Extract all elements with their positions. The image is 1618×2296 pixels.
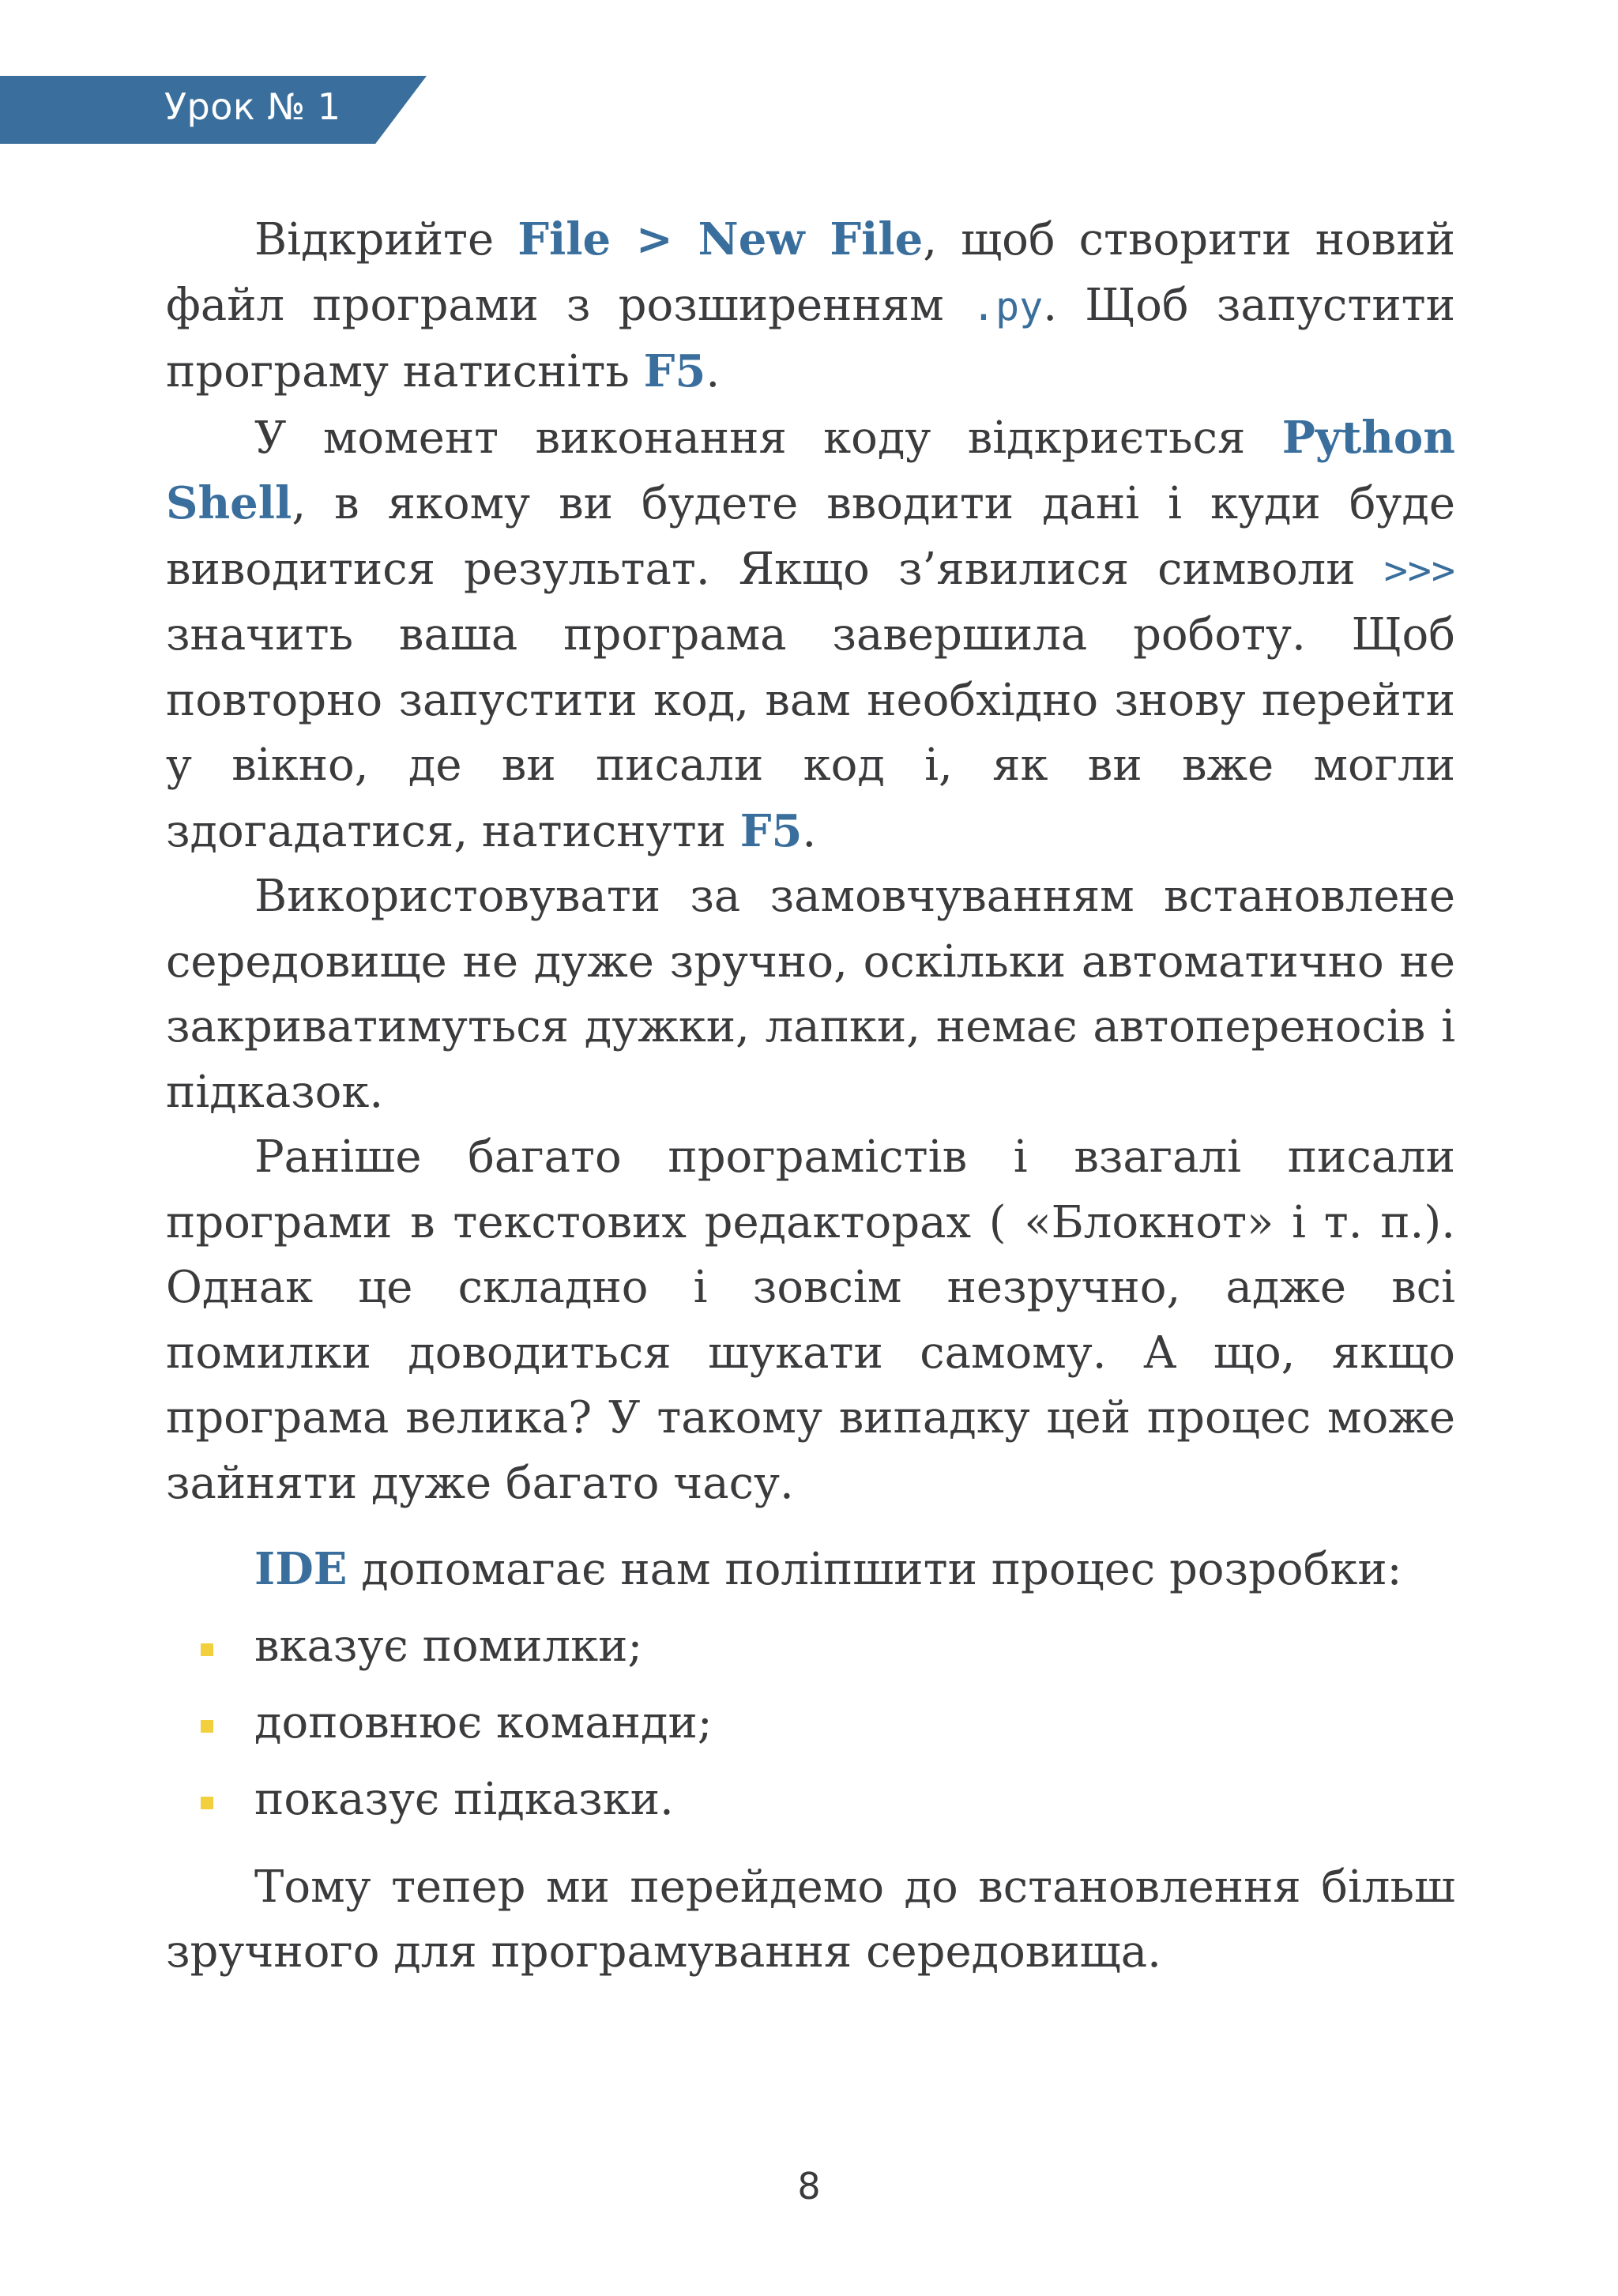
p1-text-2: , щоб створити новий файл програми з розширенням [166,214,1455,331]
p5-text-1: допомагає нам поліпшити процес розробки: [347,1544,1402,1595]
shell-prompt-symbol: >>> [1383,547,1455,593]
bullet-text: вказує помилки; [254,1620,643,1672]
python-shell-term: Python Shell [166,411,1455,529]
paragraph-default-environment: Використовувати за замовчуванням встановлене середовище не дуже зручно, оскільки автоматично не закриватимуться дужки, лапки, немає автопереносів і підказок. [166,871,1455,1118]
p2-text-3: значить ваша програма завершила роботу. Щоб повторно запустити код, вам необхідно знову перейти у вікно, де ви писали код і, як ви вже могли здогадатися, натиснути [166,609,1455,857]
ide-features-list [166,1614,1455,1844]
ide-term: IDE [254,1543,348,1595]
bullet-text: доповнює команди; [254,1696,713,1748]
paragraph-text-editors: Раніше багато програмістів і взагалі писали програми в текстових редакторах ( «Блокнот» і т. п.). Однак це складно і зовсім незручно, адже всі помилки доводиться шукати самому. А що, якщо програма велика? У такому випадку цей процес може зайняти дуже багато часу. [166,1131,1455,1509]
bullet-text: показує підказки. [254,1773,674,1825]
paragraph-ide-intro [166,1537,1455,1603]
bullet-square-icon [201,1720,213,1733]
list-item [166,1614,1455,1691]
page-number: 8 [797,2165,821,2208]
list-item [166,1691,1455,1767]
menu-path-file-new-file: File > New File [517,213,924,265]
hotkey-f5: F5 [643,345,706,397]
lesson-label: Урок № 1 [164,85,341,128]
p1-text-1: Відкрийте [254,214,518,265]
bullet-square-icon [201,1797,213,1809]
paragraph-python-shell [166,405,1455,865]
p1-text-3: . Щоб запустити програму натисніть [166,279,1455,397]
list-item [166,1767,1455,1844]
paragraph-new-file [166,207,1455,405]
p2-text-1: У момент виконання коду відкриється [254,412,1282,464]
p2-text-4: . [802,805,817,857]
hotkey-f5-second: F5 [739,804,803,857]
page-content [166,207,1455,1985]
p2-text-2: , в якому ви будете вводити дані і куди буде виводитися результат. Якщо з’явилися символи [166,478,1455,595]
p1-text-4: . [706,346,721,397]
bullet-square-icon [201,1643,213,1656]
file-extension-code: .py [971,283,1044,329]
paragraph-next-step: Тому тепер ми перейдемо до встановлення більш зручного для програмування середовища. [166,1861,1455,1978]
